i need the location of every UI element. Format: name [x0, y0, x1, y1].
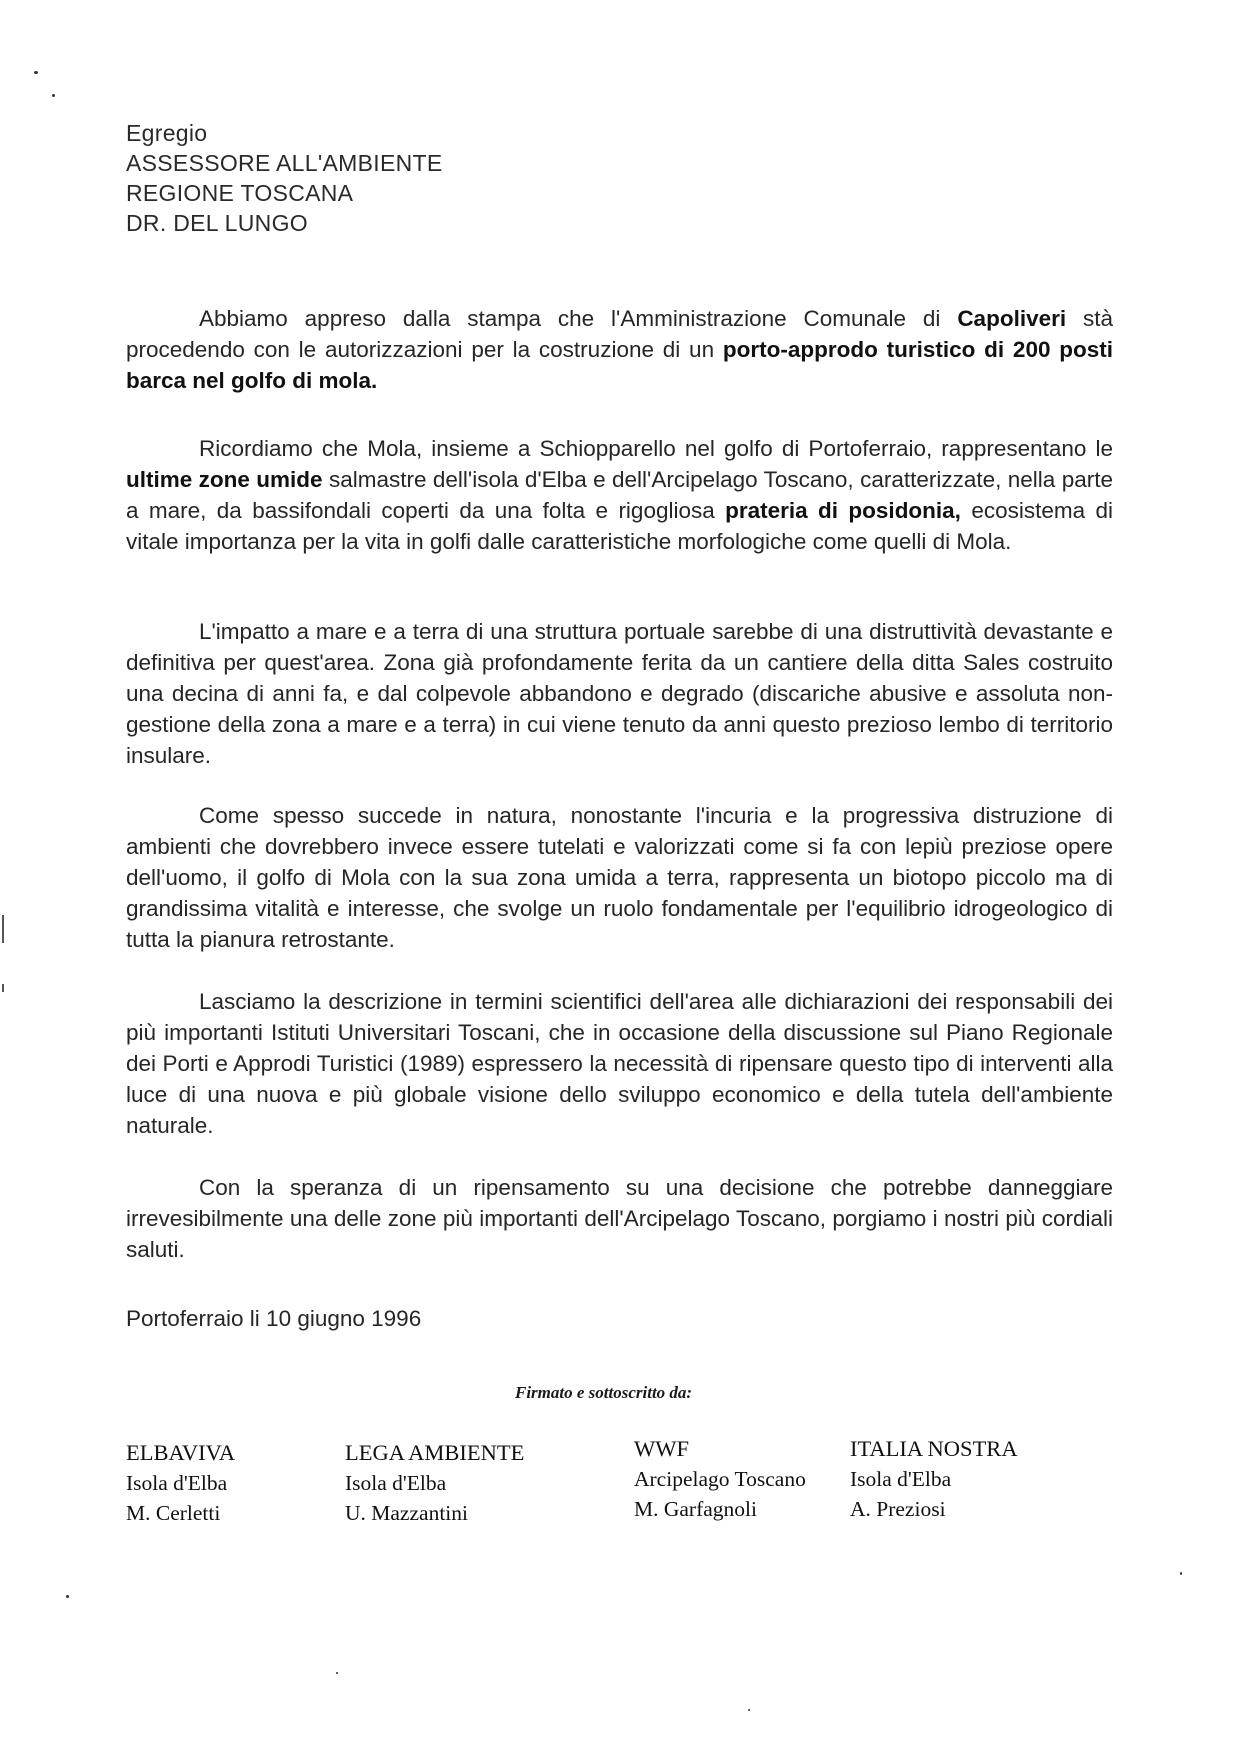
signatory-org: ITALIA NOSTRA: [850, 1436, 1018, 1461]
scan-speck: [34, 71, 38, 74]
paragraph-5-text: Lasciamo la descrizione in termini scientifici dell'area alle dichiarazioni dei responsabili dei più importanti Istituti Universitari Toscani, che in occasione della discussione sul Piano Regionale dei Porti e Approdi Turistici (1989) espressero la necessità di ripensare questo tipo di interventi alla luce di una nuova e più globale visione dello sviluppo economico e della tutela dell'ambiente naturale.: [126, 989, 1113, 1138]
paragraph-2-bold-b: prateria di posidonia,: [725, 498, 961, 523]
scan-speck: [1180, 1572, 1182, 1575]
addressee-institution: REGIONE TOSCANA: [126, 180, 354, 206]
paragraph-2-bold-a: ultime zone umide: [126, 467, 323, 492]
scan-speck: [2, 984, 4, 992]
signed-by-heading: Firmato e sottoscritto da:: [515, 1383, 693, 1402]
signatory-name: M. Cerletti: [126, 1501, 221, 1525]
signatory-name: U. Mazzantini: [345, 1501, 468, 1525]
signatory-name: A. Preziosi: [850, 1497, 946, 1521]
place-and-date: Portoferraio li 10 giugno 1996: [126, 1306, 422, 1331]
paragraph-1-bold-a: Capoliveri: [957, 306, 1067, 331]
scan-speck: [336, 1672, 338, 1674]
paragraph-3: [126, 616, 1113, 771]
signatory-elbaviva: [126, 1438, 235, 1528]
paragraph-2-text-b: salmastre dell'isola d'Elba e dell'Arcipelago Toscano, caratterizzate, nella parte a mare, da bassifondali coperti da una folta e rigogliosa: [126, 467, 1113, 523]
signatory-place: Arcipelago Toscano: [634, 1467, 806, 1491]
scan-speck: [748, 1709, 750, 1711]
addressee-title: ASSESSORE ALL'AMBIENTE: [126, 150, 443, 176]
paragraph-1-text-a: Abbiamo appreso dalla stampa che l'Amministrazione Comunale di: [199, 306, 958, 331]
paragraph-2: [126, 433, 1113, 557]
addressee-block: [126, 118, 443, 238]
signatory-org: ELBAVIVA: [126, 1440, 236, 1465]
paragraph-2-text-c: ecosistema di vitale importanza per la vita in golfi dalle caratteristiche morfologiche come quelli di Mola.: [126, 498, 1114, 554]
paragraph-1: [126, 303, 1113, 396]
paragraph-6-text: Con la speranza di un ripensamento su una decisione che potrebbe danneggiare irrevesibilmente una delle zone più importanti dell'Arcipelago Toscano, porgiamo i nostri più cordiali saluti.: [126, 1175, 1113, 1262]
signatory-italia-nostra: [850, 1434, 1018, 1524]
paragraph-4-text: Come spesso succede in natura, nonostante l'incuria e la progressiva distruzione di ambienti che dovrebbero invece essere tutelati e valorizzati come si fa con lepiù preziose opere dell'uomo, il golfo di Mola con la sua zona umida a terra, rappresenta un biotopo piccolo ma di grandissima vitalità e interesse, che svolge un ruolo fondamentale per l'equilibrio idrogeologico di tutta la pianura retrostante.: [126, 803, 1113, 952]
paragraph-4: [126, 800, 1113, 955]
paragraph-2-text-a: Ricordiamo che Mola, insieme a Schiopparello nel golfo di Portoferraio, rappresentano le: [199, 436, 1113, 461]
signatory-lega-ambiente: [345, 1438, 524, 1528]
addressee-salutation: Egregio: [126, 120, 208, 146]
paragraph-5: [126, 986, 1113, 1141]
paragraph-1-bold-b: porto-approdo turistico di 200 posti barca nel golfo di mola.: [126, 337, 1113, 393]
scan-speck: [66, 1595, 69, 1598]
signatory-wwf: [634, 1434, 806, 1524]
scan-speck: [52, 94, 55, 97]
addressee-name: DR. DEL LUNGO: [126, 210, 308, 236]
signatory-org: WWF: [634, 1436, 689, 1461]
paragraph-6: [126, 1172, 1113, 1265]
scan-speck: [2, 915, 4, 943]
paragraph-1-text-b: stà procedendo con le autorizzazioni per la costruzione di un: [126, 306, 1113, 362]
signatory-place: Isola d'Elba: [126, 1471, 228, 1495]
signatory-place: Isola d'Elba: [345, 1471, 447, 1495]
signatory-name: M. Garfagnoli: [634, 1497, 757, 1521]
paragraph-3-text: L'impatto a mare e a terra di una struttura portuale sarebbe di una distruttività devastante e definitiva per quest'area. Zona già profondamente ferita da un cantiere della ditta Sales costruito una decina di anni fa, e dal colpevole abbandono e degrado (discariche abusive e assoluta non-gestione della zona a mare e a terra) in cui viene tenuto da anni questo prezioso lembo di territorio insulare.: [126, 619, 1113, 768]
signatory-place: Isola d'Elba: [850, 1467, 952, 1491]
signatory-org: LEGA AMBIENTE: [345, 1440, 525, 1465]
